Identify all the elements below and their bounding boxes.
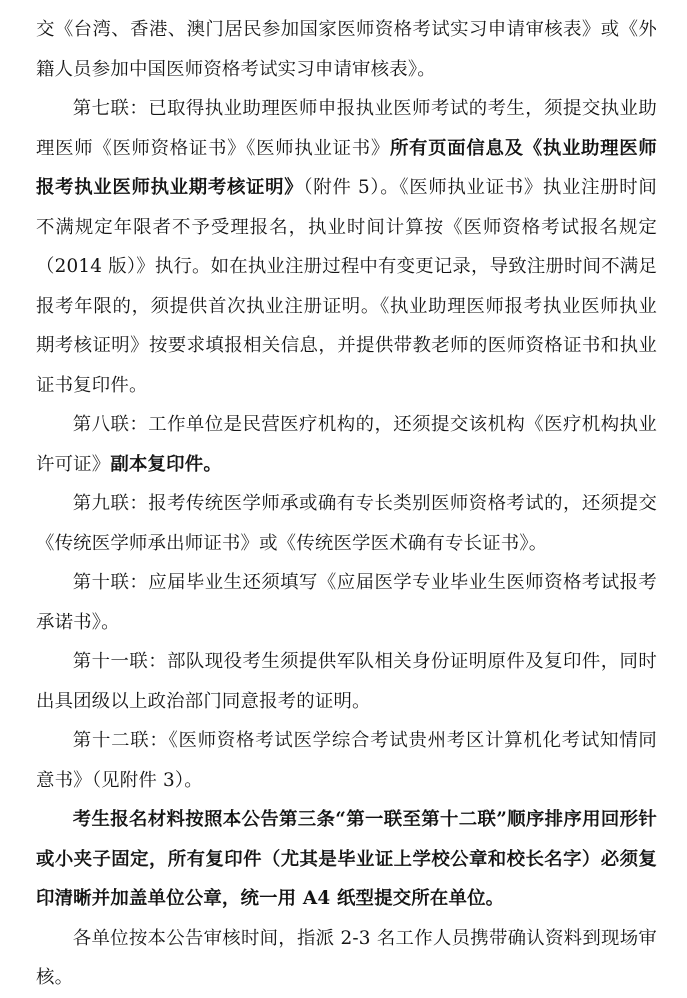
paragraph [36, 563, 657, 642]
emphasis-text: 所有页面信息及《执业助理医师报考执业医师执业期考核证明》 [36, 137, 657, 198]
body-text: 交《台湾、香港、澳门居民参加国家医师资格考试实习申请审核表》或《外籍人员参加中国医师资格考试实习申请审核表》。 [36, 19, 657, 80]
body-text: 各单位按本公告审核时间，指派 2-3 名工作人员携带确认资料到现场审核。 [36, 927, 657, 988]
paragraph [36, 721, 657, 800]
body-text: 第十一联：部队现役考生须提供军队相关身份证明原件及复印件，同时出具团级以上政治部门同意报考的证明。 [36, 651, 657, 712]
body-text: 第十联：应届毕业生还须填写《应届医学专业毕业生医师资格考试报考承诺书》。 [36, 572, 657, 633]
body-text: 第八联：工作单位是民营医疗机构的，还须提交该机构《医疗机构执业许可证》 [36, 414, 657, 475]
paragraph [36, 642, 657, 721]
body-text: 第七联：已取得执业助理医师申报执业医师考试的考生，须提交执业助理医师《医师资格证书》《医师执业证书》 [36, 98, 657, 159]
emphasis-text: 考生报名材料按照本公告第三条“第一联至第十二联”顺序排序用回形针或小夹子固定，所有复印件（尤其是毕业证上学校公章和校长名字）必须复印清晰并加盖单位公章，统一用 A4 纸型提交所在单位。 [36, 809, 657, 909]
paragraph [36, 484, 657, 563]
emphasis-text: 副本复印件。 [110, 453, 222, 475]
paragraph [36, 405, 657, 484]
paragraph [36, 800, 657, 919]
paragraph [36, 89, 657, 405]
document-body [36, 10, 657, 998]
body-text: 第九联：报考传统医学师承或确有专长类别医师资格考试的，还须提交《传统医学师承出师证书》或《传统医学医术确有专长证书》。 [36, 493, 657, 554]
paragraph [36, 10, 657, 89]
paragraph [36, 919, 657, 998]
body-text: （附件 5）。《医师执业证书》执业注册时间不满规定年限者不予受理报名，执业时间计算按《医师资格考试报名规定（2014 版）》执行。如在执业注册过程中有变更记录，导致注册时间不满足报考年限的，须提供首次执业注册证明。《执业助理医师报考执业医师执业期考核证明》按要求填报相关信息，并提供带教老师的医师资格证书和执业证书复印件。 [36, 177, 657, 396]
body-text: 第十二联：《医师资格考试医学综合考试贵州考区计算机化考试知情同意书》（见附件 3）。 [36, 730, 657, 791]
